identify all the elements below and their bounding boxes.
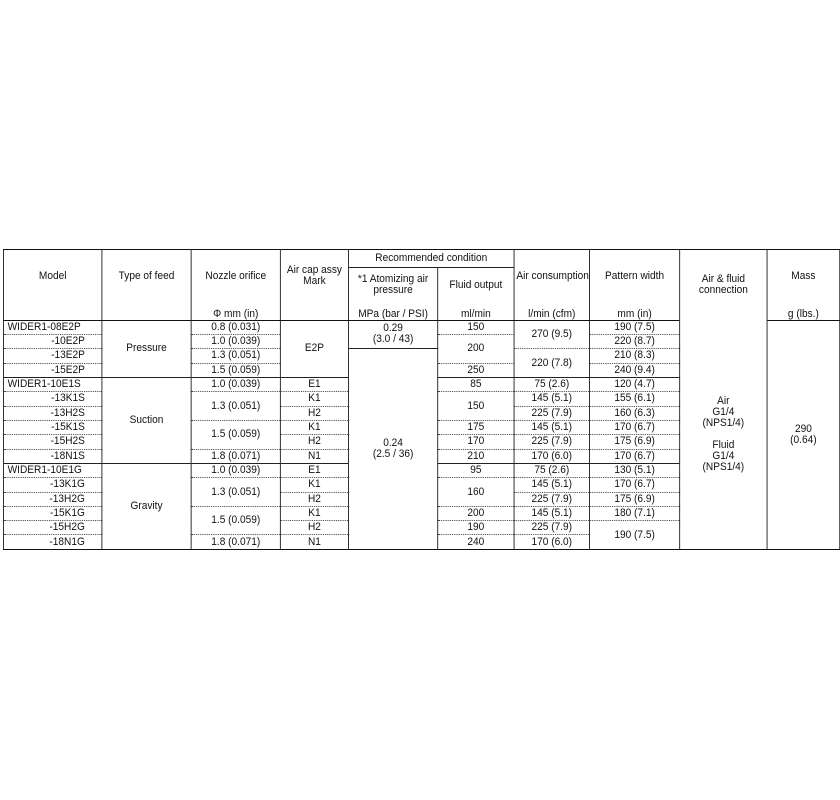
- air-consumption-cell: 225 (7.9): [514, 492, 589, 506]
- header-fluid-unit: ml/min: [438, 302, 514, 320]
- header-connection: [680, 250, 767, 321]
- header-air-cap-mark: Mark: [303, 275, 326, 288]
- model-cell: -15H2S: [3, 435, 101, 449]
- air-consumption-cell: 225 (7.9): [514, 521, 589, 535]
- model-cell: -18N1S: [3, 449, 101, 463]
- aircap-cell: E1: [280, 463, 348, 477]
- fluid-cell: 210: [438, 449, 514, 463]
- model-cell: -13H2G: [3, 492, 101, 506]
- connection-air-nps: (NPS1/4): [702, 417, 745, 430]
- air-consumption-cell: 170 (6.0): [514, 535, 589, 550]
- model-cell: -15K1G: [3, 506, 101, 520]
- fluid-cell: 150: [438, 392, 514, 421]
- pattern-cell: 175 (6.9): [590, 492, 680, 506]
- header-air-consumption: Air consumption: [514, 250, 589, 303]
- nozzle-cell: 1.5 (0.059): [191, 420, 280, 449]
- header-connection-line1: Air & fluid: [701, 273, 746, 286]
- model-cell: -10E2P: [3, 334, 101, 348]
- header-pattern-unit: mm (in): [590, 302, 680, 320]
- feed-pressure: Pressure: [102, 320, 191, 377]
- fluid-cell: 250: [438, 363, 514, 377]
- fluid-cell: 150: [438, 320, 514, 334]
- atomizing-pressure-sub: (3.0 / 43): [372, 333, 414, 346]
- spec-table: [3, 249, 840, 550]
- model-cell: -13K1G: [3, 478, 101, 492]
- fluid-cell: 190: [438, 521, 514, 535]
- nozzle-cell: 0.8 (0.031): [191, 320, 280, 334]
- fluid-cell: 160: [438, 478, 514, 507]
- aircap-cell: E2P: [280, 320, 348, 377]
- header-mass-unit: g (lbs.): [767, 302, 840, 320]
- header-recommended-condition: Recommended condition: [348, 250, 514, 268]
- header-air-consumption-unit: l/min (cfm): [514, 302, 589, 320]
- model-cell: WIDER1-10E1S: [3, 377, 101, 391]
- air-consumption-cell: 145 (5.1): [514, 506, 589, 520]
- air-consumption-cell: 145 (5.1): [514, 420, 589, 434]
- fluid-cell: 200: [438, 506, 514, 520]
- pattern-cell: 120 (4.7): [590, 377, 680, 391]
- model-cell: -15E2P: [3, 363, 101, 377]
- nozzle-cell: 1.5 (0.059): [191, 363, 280, 377]
- aircap-cell: K1: [280, 420, 348, 434]
- atomizing-pressure-value: 0.29: [383, 322, 403, 335]
- header-type-of-feed: Type of feed: [102, 250, 191, 303]
- header-atomizing-line1: *1 Atomizing air: [357, 273, 429, 286]
- air-consumption-cell: 270 (9.5): [514, 320, 589, 349]
- nozzle-cell: 1.5 (0.059): [191, 506, 280, 535]
- feed-suction: Suction: [102, 377, 191, 463]
- pattern-cell: 190 (7.5): [590, 320, 680, 334]
- aircap-cell: N1: [280, 449, 348, 463]
- aircap-cell: H2: [280, 521, 348, 535]
- connection-cell: [680, 320, 767, 549]
- pattern-cell: 130 (5.1): [590, 463, 680, 477]
- fluid-cell: 95: [438, 463, 514, 477]
- atomizing-pressure: [348, 320, 437, 349]
- model-cell: -15K1S: [3, 420, 101, 434]
- mass-lbs: (0.64): [790, 433, 817, 446]
- header-air-cap-label: Air cap assy: [286, 264, 342, 277]
- header-nozzle-unit: Φ mm (in): [191, 302, 280, 320]
- pattern-cell: 160 (6.3): [590, 406, 680, 420]
- header-air-cap: [280, 250, 348, 303]
- connection-fluid: Fluid: [712, 439, 735, 452]
- model-cell: -13E2P: [3, 349, 101, 363]
- pattern-cell: 180 (7.1): [590, 506, 680, 520]
- fluid-cell: 175: [438, 420, 514, 434]
- air-consumption-cell: 145 (5.1): [514, 478, 589, 492]
- pattern-cell: 170 (6.7): [590, 420, 680, 434]
- pattern-cell: 155 (6.1): [590, 392, 680, 406]
- header-fluid-output: Fluid output: [438, 267, 514, 302]
- model-cell: -15H2G: [3, 521, 101, 535]
- fluid-cell: 170: [438, 435, 514, 449]
- header-pattern-width: Pattern width: [590, 250, 680, 303]
- air-consumption-cell: 145 (5.1): [514, 392, 589, 406]
- nozzle-cell: 1.3 (0.051): [191, 349, 280, 363]
- atomizing-sg-sub: (2.5 / 36): [372, 448, 414, 461]
- mass-cell: [767, 320, 840, 549]
- model-cell: WIDER1-10E1G: [3, 463, 101, 477]
- model-cell: -13H2S: [3, 406, 101, 420]
- connection-fluid-size: G1/4: [712, 450, 735, 463]
- model-cell: -18N1G: [3, 535, 101, 550]
- pattern-cell: 170 (6.7): [590, 478, 680, 492]
- pattern-cell: 220 (8.7): [590, 334, 680, 348]
- air-consumption-cell: 225 (7.9): [514, 435, 589, 449]
- aircap-cell: K1: [280, 506, 348, 520]
- pattern-cell: 240 (9.4): [590, 363, 680, 377]
- atomizing-sg-value: 0.24: [383, 437, 403, 450]
- aircap-cell: H2: [280, 406, 348, 420]
- atomizing-suction-gravity: [348, 349, 437, 550]
- header-model: Model: [3, 250, 101, 303]
- header-mass: Mass: [767, 250, 840, 303]
- header-air-cap-unit: [280, 302, 348, 320]
- nozzle-cell: 1.8 (0.071): [191, 535, 280, 550]
- nozzle-cell: 1.3 (0.051): [191, 478, 280, 507]
- pattern-cell: 175 (6.9): [590, 435, 680, 449]
- mass-value: 290: [794, 422, 812, 435]
- aircap-cell: H2: [280, 435, 348, 449]
- table-row: [3, 320, 839, 334]
- nozzle-cell: 1.0 (0.039): [191, 463, 280, 477]
- air-consumption-cell: 170 (6.0): [514, 449, 589, 463]
- pattern-cell: 170 (6.7): [590, 449, 680, 463]
- header-nozzle-orifice: Nozzle orifice: [191, 250, 280, 303]
- connection-air-size: G1/4: [712, 406, 735, 419]
- aircap-cell: H2: [280, 492, 348, 506]
- air-consumption-cell: 75 (2.6): [514, 377, 589, 391]
- header-connection-line2: connection: [698, 284, 748, 297]
- pattern-cell: 190 (7.5): [590, 521, 680, 550]
- nozzle-cell: 1.0 (0.039): [191, 334, 280, 348]
- connection-fluid-nps: (NPS1/4): [702, 461, 745, 474]
- header-feed-unit: [102, 302, 191, 320]
- header-atomizing-unit: MPa (bar / PSI): [348, 302, 437, 320]
- model-cell: -13K1S: [3, 392, 101, 406]
- pattern-cell: 210 (8.3): [590, 349, 680, 363]
- nozzle-cell: 1.3 (0.051): [191, 392, 280, 421]
- header-atomizing-line2: pressure: [373, 284, 413, 297]
- model-cell: WIDER1-08E2P: [3, 320, 101, 334]
- header-model-unit: [3, 302, 101, 320]
- feed-gravity: Gravity: [102, 463, 191, 549]
- fluid-cell: 200: [438, 334, 514, 363]
- nozzle-cell: 1.8 (0.071): [191, 449, 280, 463]
- air-consumption-cell: 220 (7.8): [514, 349, 589, 378]
- connection-air: Air: [717, 395, 730, 408]
- aircap-cell: K1: [280, 478, 348, 492]
- nozzle-cell: 1.0 (0.039): [191, 377, 280, 391]
- air-consumption-cell: 75 (2.6): [514, 463, 589, 477]
- air-consumption-cell: 225 (7.9): [514, 406, 589, 420]
- aircap-cell: E1: [280, 377, 348, 391]
- fluid-cell: 85: [438, 377, 514, 391]
- aircap-cell: N1: [280, 535, 348, 550]
- aircap-cell: K1: [280, 392, 348, 406]
- fluid-cell: 240: [438, 535, 514, 550]
- header-atomizing: [348, 267, 437, 302]
